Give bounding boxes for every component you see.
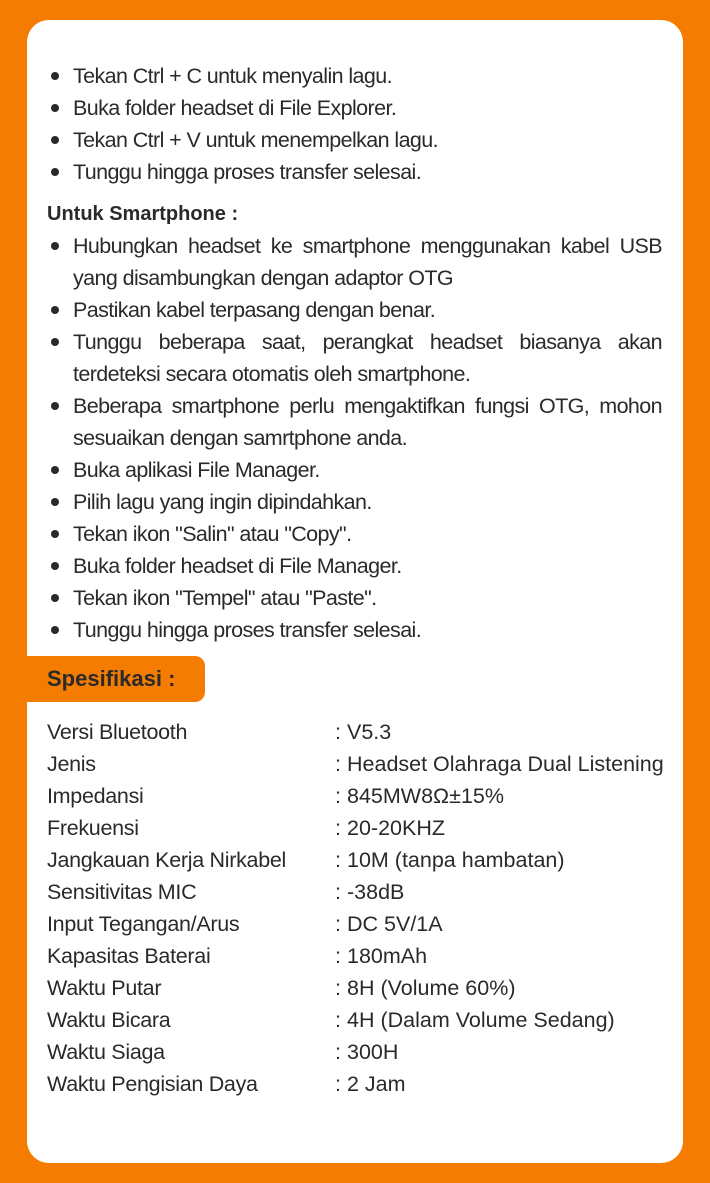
spec-value: 2 Jam (347, 1072, 406, 1096)
spec-value: 180mAh (347, 944, 428, 968)
spec-label: Waktu Pengisian Daya (47, 1072, 258, 1096)
list-item: Buka folder headset di File Explorer. (47, 92, 662, 124)
spec-row (47, 972, 667, 1004)
instruction-card (27, 20, 683, 1163)
spec-colon: : (335, 912, 341, 936)
spec-value: 300H (347, 1040, 399, 1064)
spec-label: Kapasitas Baterai (47, 944, 211, 968)
list-item: Tekan ikon "Salin" atau "Copy". (47, 518, 662, 550)
spec-colon: : (335, 976, 341, 1000)
spec-value: -38dB (347, 880, 405, 904)
spec-row (47, 1036, 667, 1068)
spec-value: Headset Olahraga Dual Listening (347, 752, 664, 776)
smartphone-heading: Untuk Smartphone : (47, 203, 239, 225)
spec-colon: : (335, 752, 341, 776)
spec-heading-tab (27, 656, 205, 702)
spec-heading: Spesifikasi : (47, 666, 176, 691)
spec-colon: : (335, 720, 341, 744)
spec-row (47, 876, 667, 908)
spec-value: 8H (Volume 60%) (347, 976, 516, 1000)
spec-label: Input Tegangan/Arus (47, 912, 240, 936)
spec-colon: : (335, 944, 341, 968)
spec-label: Impedansi (47, 784, 144, 808)
list-item: Buka aplikasi File Manager. (47, 454, 662, 486)
spec-row (47, 1004, 667, 1036)
spec-colon: : (335, 1072, 341, 1096)
spec-label: Frekuensi (47, 816, 139, 840)
spec-colon: : (335, 1008, 341, 1032)
pc-steps-list (47, 60, 662, 188)
spec-row (47, 940, 667, 972)
spec-row (47, 844, 667, 876)
list-item: Hubungkan headset ke smartphone menggunakan kabel USB yang disambungkan dengan adaptor OTG (47, 230, 662, 294)
spec-label: Jenis (47, 752, 96, 776)
spec-value: 845MW8Ω±15% (347, 784, 504, 808)
spec-row (47, 716, 667, 748)
spec-row (47, 812, 667, 844)
spec-label: Versi Bluetooth (47, 720, 188, 744)
spec-table (47, 716, 667, 1100)
spec-colon: : (335, 880, 341, 904)
spec-colon: : (335, 848, 341, 872)
spec-value: DC 5V/1A (347, 912, 443, 936)
spec-row (47, 780, 667, 812)
list-item: Tunggu hingga proses transfer selesai. (47, 156, 662, 188)
spec-value: V5.3 (347, 720, 392, 744)
smartphone-steps-list (47, 230, 662, 646)
list-item: Beberapa smartphone perlu mengaktifkan fungsi OTG, mohon sesuaikan dengan samrtphone anda. (47, 390, 662, 454)
spec-row (47, 1068, 667, 1100)
list-item: Pilih lagu yang ingin dipindahkan. (47, 486, 662, 518)
list-item: Tekan Ctrl + V untuk menempelkan lagu. (47, 124, 662, 156)
list-item: Pastikan kabel terpasang dengan benar. (47, 294, 662, 326)
list-item: Tekan ikon "Tempel" atau "Paste". (47, 582, 662, 614)
spec-row (47, 908, 667, 940)
spec-value: 20-20KHZ (347, 816, 445, 840)
spec-label: Waktu Bicara (47, 1008, 171, 1032)
spec-label: Sensitivitas MIC (47, 880, 197, 904)
spec-value: 4H (Dalam Volume Sedang) (347, 1008, 615, 1032)
spec-colon: : (335, 816, 341, 840)
spec-label: Waktu Putar (47, 976, 162, 1000)
list-item: Tunggu beberapa saat, perangkat headset biasanya akan terdeteksi secara otomatis oleh smartphone. (47, 326, 662, 390)
spec-label: Waktu Siaga (47, 1040, 165, 1064)
spec-colon: : (335, 784, 341, 808)
spec-row (47, 748, 667, 780)
list-item: Buka folder headset di File Manager. (47, 550, 662, 582)
spec-value: 10M (tanpa hambatan) (347, 848, 565, 872)
list-item: Tunggu hingga proses transfer selesai. (47, 614, 662, 646)
spec-colon: : (335, 1040, 341, 1064)
spec-label: Jangkauan Kerja Nirkabel (47, 848, 287, 872)
list-item: Tekan Ctrl + C untuk menyalin lagu. (47, 60, 662, 92)
